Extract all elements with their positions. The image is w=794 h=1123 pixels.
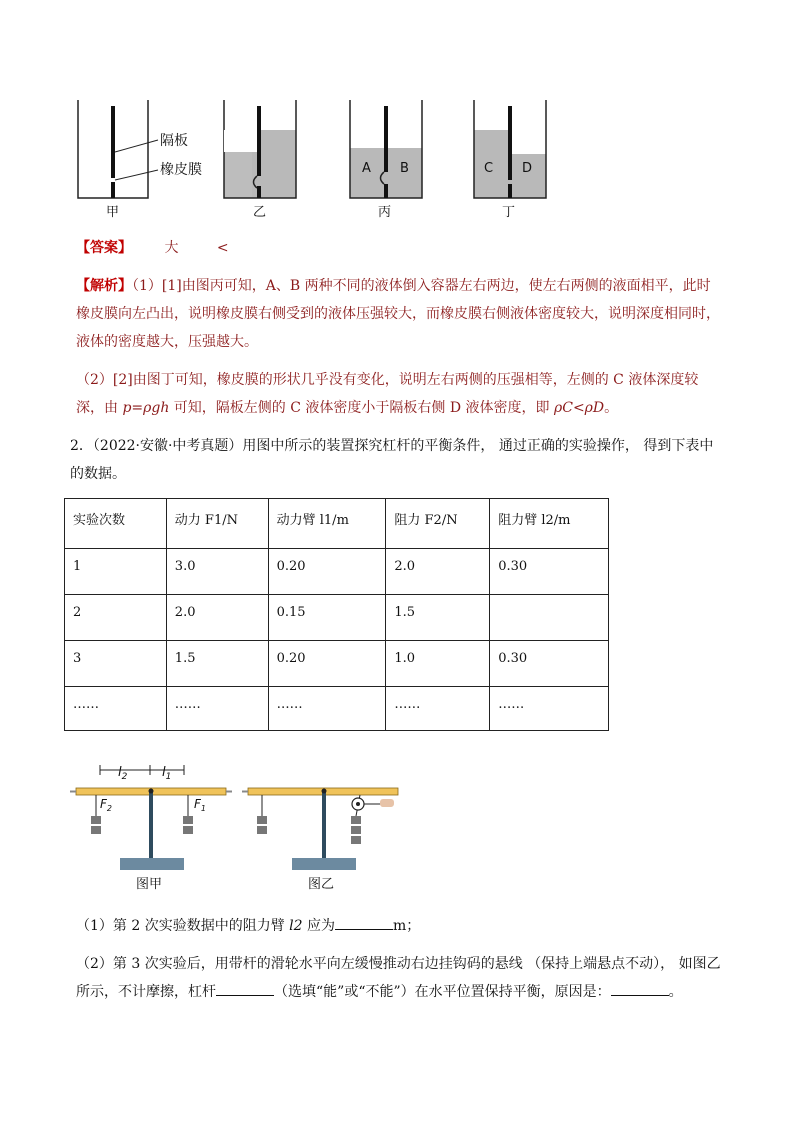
label-membrane: 橡皮膜 (160, 162, 202, 178)
caption-bing: 丙 (378, 205, 392, 220)
subquestion-2-end: 。 (668, 984, 683, 1000)
label-b: B (400, 161, 409, 176)
analysis-paragraph-2 (76, 366, 722, 422)
table-cell: 0.20 (268, 549, 386, 595)
table-header-cell: 阻力臂 l2/m (490, 499, 609, 549)
question-stem-text: 2．（2022·安徽·中考真题）用图中所示的装置探究杠杆的平衡条件， 通过正确的实验操作， 得到下表中的数据。 (70, 438, 714, 482)
answer-blank-reason[interactable] (611, 981, 669, 996)
table-cell (490, 595, 609, 641)
table-header-cell: 阻力 F2/N (386, 499, 490, 549)
table-header-cell: 动力 F1/N (166, 499, 268, 549)
lever-yi (242, 788, 398, 892)
caption-jia: 甲 (106, 205, 120, 220)
label-f2: $F_2$ (100, 797, 112, 813)
lever-jia (70, 765, 232, 892)
question-stem (70, 432, 722, 488)
subquestion-1-text: （1）第 2 次实验数据中的阻力臂 (76, 918, 290, 934)
subquestion-1-text-b: 应为 (302, 918, 336, 934)
table-row (65, 687, 609, 731)
table-cell: 0.30 (490, 549, 609, 595)
label-l1: $l_1$ (162, 765, 172, 782)
caption-yi: 乙 (253, 205, 267, 220)
table-cell: 0.20 (268, 641, 386, 687)
analysis-formula: p=ρgh (122, 400, 170, 416)
table-cell: …… (65, 687, 167, 731)
container-yi (224, 100, 296, 220)
table-cell: 1.5 (386, 595, 490, 641)
table-cell: 1.0 (386, 641, 490, 687)
subquestion-2 (76, 950, 722, 1006)
table-cell: 0.30 (490, 641, 609, 687)
table-cell: …… (268, 687, 386, 731)
analysis-text-2a: （2）[2]由图丁可知，橡皮膜的形状几乎没有变化，说明左右两侧的压强相等，左侧的 C 液体深度较深，由 (76, 372, 699, 416)
answer-blank-can[interactable] (216, 981, 274, 996)
table-cell: …… (166, 687, 268, 731)
caption-ding: 丁 (502, 205, 516, 220)
analysis-relation: ρC<ρD (554, 400, 605, 416)
data-table (64, 498, 609, 731)
table-cell: 3.0 (166, 549, 268, 595)
table-cell: 1 (65, 549, 167, 595)
table-cell: …… (386, 687, 490, 731)
analysis-text-1: （1）[1]由图丙可知，A、B 两种不同的液体倒入容器左右两边，使左右两侧的液面相平，此时橡皮膜向左凸出，说明橡皮膜右侧受到的液体压强较大，而橡皮膜右侧液体密度较大，说明深度相同时，液体的密度越大，压强越大。 (76, 278, 720, 350)
container-ding (474, 100, 546, 220)
subquestion-1 (76, 912, 722, 940)
container-figure (60, 92, 560, 222)
label-l2: $l_2$ (118, 765, 128, 782)
table-cell: 0.15 (268, 595, 386, 641)
table-cell: 2.0 (386, 549, 490, 595)
label-divider: 隔板 (160, 133, 188, 149)
table-row (65, 641, 609, 687)
answer-value-1: 大 (164, 240, 179, 256)
label-f1: $F_1$ (194, 797, 206, 813)
answer-blank-l2[interactable] (335, 915, 393, 930)
analysis-tag: 【解析】 (76, 278, 132, 294)
table-cell: …… (490, 687, 609, 731)
subquestion-1-unit: m； (393, 918, 421, 934)
label-a: A (362, 161, 371, 176)
subquestion-2-text-b: （选填“能”或“不能”）在水平位置保持平衡，原因是： (274, 984, 611, 1000)
table-cell: 1.5 (166, 641, 268, 687)
container-bing (350, 100, 422, 220)
analysis-paragraph-1 (76, 272, 722, 356)
label-d: D (522, 161, 533, 176)
label-c: C (484, 161, 494, 176)
table-header-cell: 动力臂 l1/m (268, 499, 386, 549)
caption-fig-jia: 图甲 (136, 877, 163, 892)
caption-fig-yi: 图乙 (308, 877, 335, 892)
table-header-row (65, 499, 609, 549)
subquestion-1-variable: l2 (289, 918, 303, 934)
table-cell: 3 (65, 641, 167, 687)
table-row (65, 549, 609, 595)
table-cell: 2.0 (166, 595, 268, 641)
subquestion-2-text-a: （2）第 3 次实验后，用带杆的滑轮水平向左缓慢推动右边挂钩码的悬线 （保持上端悬点不动）， 如图乙所示，不计摩擦，杠杆 (76, 956, 721, 1000)
answer-value-2: < (216, 240, 229, 256)
analysis-text-2b: 可知，隔板左侧的 C 液体密度小于隔板右侧 D 液体密度，即 (169, 400, 554, 416)
table-cell: 2 (65, 595, 167, 641)
table-header-cell: 实验次数 (65, 499, 167, 549)
answer-tag: 【答案】 (76, 240, 132, 256)
container-jia (78, 100, 202, 220)
lever-figure (70, 762, 410, 898)
analysis-end: 。 (604, 400, 619, 416)
answer-line (76, 234, 229, 262)
table-row (65, 595, 609, 641)
